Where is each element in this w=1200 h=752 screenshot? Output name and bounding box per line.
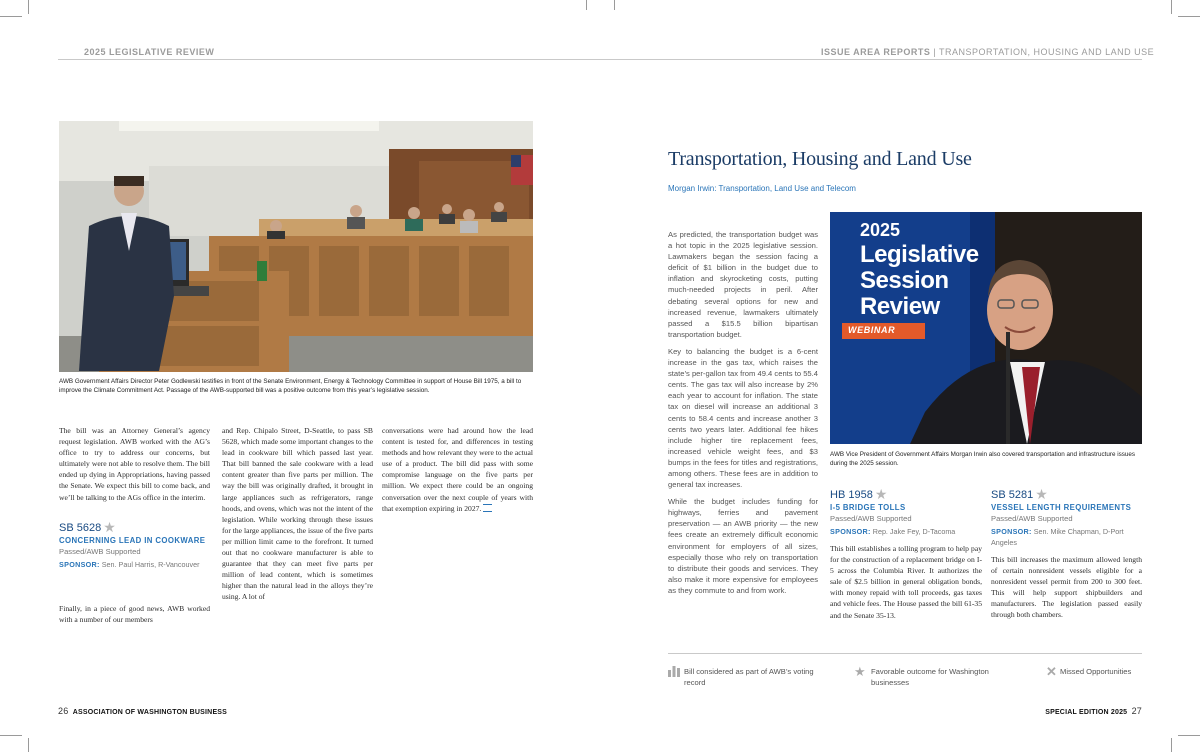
crop-mark	[1171, 0, 1172, 14]
bill-number-text: SB 5281	[991, 489, 1034, 501]
article-paragraph: Key to balancing the budget is a 6-cent increase in the gas tax, which raises the state’s per-gallon tax from 49.4 cents to 55.4 cents. The gas tax will also increase by 2% each year to account for inflation. The state tax on diesel will increase an additional 3 cents to 58.4 cents and increase another 3 cents two years later. Additional fee hikes include higher tire replacement fees, increased vehicle weight fees, and $3 bumps in the fees for titles and registrations, among others. These fees are in addition to general tax increases.	[668, 346, 818, 490]
running-head: ISSUE AREA REPORTS | TRANSPORTATION, HOUSING AND LAND USE	[821, 47, 1155, 57]
left-footer	[58, 706, 227, 716]
bill-description: This bill establishes a tolling program to help pay for the construction of a replacement bridge on I-5 across the Columbia River. It authorizes the sale of $2.5 billion in general obligation bonds, with money repaid with toll proceeds, gas taxes and vehicle fees. The House passed the bill 61-35 and the Senate 35-13.	[830, 544, 982, 620]
bill-number-text: SB 5628	[59, 522, 102, 534]
webinar-line: Review	[860, 293, 940, 320]
bill-status: Passed/AWB Supported	[59, 547, 141, 556]
sponsor-name: Rep. Jake Fey, D-Tacoma	[872, 527, 956, 536]
bill-title: CONCERNING LEAD IN COOKWARE	[59, 536, 206, 545]
legend-text: Bill considered as part of AWB’s voting record	[684, 667, 814, 687]
legend-item-favorable	[854, 666, 991, 688]
bill-number-text: HB 1958	[830, 489, 873, 501]
article-paragraph-text: conversations were had around how the lead content is tested for, and differences in testing methods and how relevant they were to the actual use of a product. The bill did pass with some compromise language on the five parts per million. We expect there could be an ongoing conversation over the next couple of years with that exemption expiring in 2027.	[382, 426, 533, 513]
byline: Morgan Irwin: Transportation, Land Use and Telecom	[668, 184, 856, 193]
bill-block-hb1958	[830, 486, 982, 621]
legend-text: Favorable outcome for Washington businesses	[871, 667, 989, 687]
sponsor-label: SPONSOR:	[991, 527, 1032, 536]
crop-mark	[586, 0, 587, 10]
crop-mark	[614, 0, 615, 10]
sponsor-name: Sen. Mike Chapman, D-Port Angeles	[991, 527, 1124, 547]
webinar-badge: WEBINAR	[848, 325, 896, 335]
star-icon: ★	[874, 486, 888, 502]
header-rule	[600, 59, 1142, 60]
hearing-photo	[59, 121, 533, 372]
x-icon: ✕	[1046, 664, 1057, 679]
webinar-line: Session	[860, 267, 949, 294]
article-paragraph: and Rep. Chipalo Street, D-Seattle, to pass SB 5628, which made some important changes to the lead in cookware bill which passed last year. That bill banned the sale cookware with a lead content greater than five parts per million. The way the bill was originally drafted, it brought in large appliances such as refrigerators, range hoods, and ovens, which was not the intent of the legislation. While working through these issues for the large appliances, the issue of the five parts per million limit came to the forefront. It turned out that no cookware manufacturer is able to guarantee that they can meet five parts per million of lead content, which is sometimes higher than the natural lead in the alloys they’re using. A lot of	[222, 426, 373, 602]
legend-item-missed	[1046, 666, 1160, 677]
legend-text: Missed Opportunities	[1060, 667, 1132, 676]
bill-sponsor	[830, 526, 982, 537]
crop-mark	[28, 738, 29, 752]
legend-rule	[668, 653, 1142, 654]
crop-mark	[0, 16, 22, 17]
running-head: 2025 LEGISLATIVE REVIEW	[84, 47, 215, 57]
webinar-title	[860, 218, 979, 320]
bill-status: Passed/AWB Supported	[991, 514, 1073, 523]
crop-mark	[1171, 738, 1172, 752]
sponsor-label: SPONSOR:	[59, 560, 100, 569]
bill-number	[59, 519, 210, 536]
bill-sponsor	[991, 526, 1142, 548]
bill-status: Passed/AWB Supported	[830, 514, 912, 523]
photo-caption: AWB Government Affairs Director Peter Godlewski testifies in front of the Senate Environment, Energy & Technology Committee in support of House Bill 1975, a bill to improve the Climate Commitment Act. Passage of the AWB-supported bill was a positive outcome from this year’s legislative session.	[59, 378, 522, 394]
footer-edition: SPECIAL EDITION 2025	[1045, 709, 1128, 716]
bill-sponsor	[59, 559, 210, 570]
page-number: 27	[1131, 706, 1142, 716]
bill-block-sb5281	[991, 486, 1142, 621]
footer-org: ASSOCIATION OF WASHINGTON BUSINESS	[72, 709, 228, 716]
bill-title: VESSEL LENGTH REQUIREMENTS	[991, 503, 1132, 512]
star-icon: ★	[1035, 486, 1048, 502]
crop-mark	[1178, 735, 1200, 736]
bill-block-sb5628	[59, 519, 210, 570]
legend-item-voting-record	[668, 666, 814, 688]
article-paragraph: While the budget includes funding for highways, ferries and pavement preservation — an AWB priority — the new fees create an extremely difficult economic environment for employers of all sizes, especially those who rely on transportation to distribute their goods and services. They also make it more expensive for employees as they commute to and from work.	[668, 497, 818, 595]
article-paragraph: Finally, in a piece of good news, AWB worked with a number of our members	[59, 604, 210, 625]
right-footer	[1045, 706, 1142, 716]
bill-number	[991, 486, 1142, 503]
webinar-photo	[830, 212, 1142, 444]
sponsor-label: SPONSOR:	[830, 527, 871, 536]
article-paragraph: The bill was an Attorney General’s agency request legislation. AWB worked with the AG’s office to try to address our concerns, but ultimately were not able to resolve them. The bill ended up dying in Appropriations, having passed the Senate. We expect this bill to come back, and we’ll be talking to the AGs office in the interim.	[59, 426, 210, 502]
section-title: Transportation, Housing and Land Use	[668, 148, 972, 170]
webinar-line: Legislative	[860, 241, 979, 268]
hearing-photo-illustration	[59, 121, 533, 372]
crop-mark	[1178, 16, 1200, 17]
bar-chart-icon	[668, 666, 681, 677]
running-head-topic: TRANSPORTATION, HOUSING AND LAND USE	[939, 47, 1155, 57]
crop-mark	[28, 0, 29, 14]
bill-description: This bill increases the maximum allowed length of certain nonresident vessels eligible for a nonresident vessel permit from 200 to 300 feet. This will help support shipbuilders and manufacturers. The legislation passed easily through both chambers.	[991, 555, 1142, 620]
star-icon: ★	[854, 664, 866, 679]
header-rule	[58, 59, 600, 60]
webinar-year: 2025	[860, 220, 901, 240]
bill-number	[830, 486, 982, 503]
right-page	[600, 0, 1200, 752]
running-head-section: ISSUE AREA REPORTS	[821, 47, 931, 57]
sponsor-name: Sen. Paul Harris, R-Vancouver	[101, 560, 200, 569]
end-mark-icon	[483, 504, 492, 512]
page-number: 26	[58, 706, 69, 716]
article-paragraph: As predicted, the transportation budget was a hot topic in the 2025 legislative session. Lawmakers began the session facing a deficit of $1 billion in the budget due to inflation and skyrocketing costs, putting much-needed projects in peril. After debating several options for new and increased revenue, lawmakers ultimately passed a $15.5 billion bipartisan transportation budget.	[668, 230, 818, 339]
star-icon: ★	[103, 519, 116, 535]
photo-caption: AWB Vice President of Government Affairs Morgan Irwin also covered transportation and infrastructure issues during the 2025 session.	[830, 451, 1136, 467]
article-body	[668, 229, 818, 596]
bill-title: I-5 BRIDGE TOLLS	[830, 503, 906, 512]
article-paragraph	[382, 425, 533, 514]
crop-mark	[0, 735, 22, 736]
